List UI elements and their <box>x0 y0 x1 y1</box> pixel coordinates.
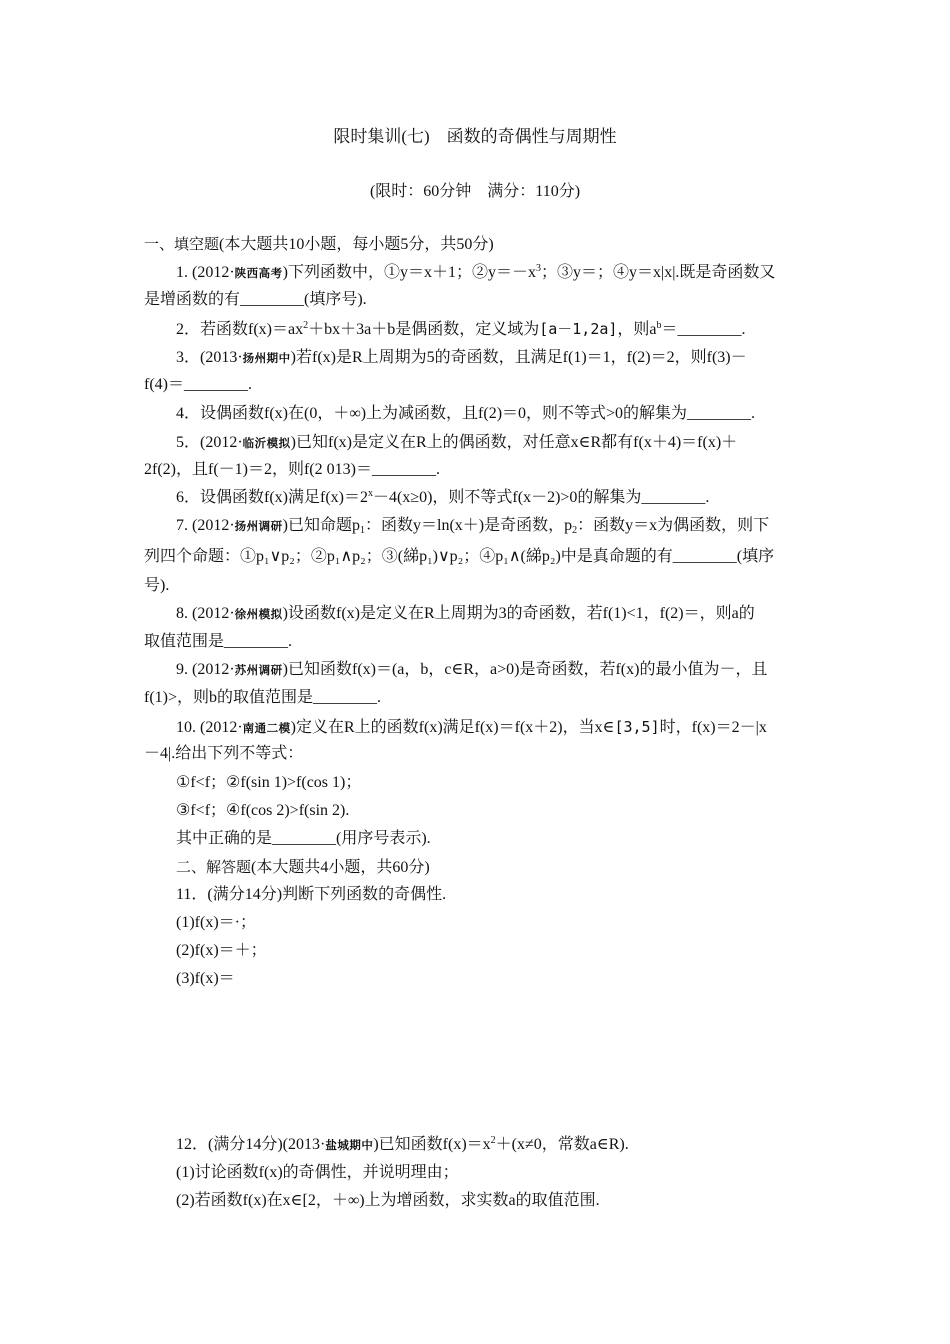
q7-source: 扬州调研 <box>234 519 283 533</box>
question-8-line-2: 取值范围是________. <box>144 633 293 650</box>
question-10-answer-line: 其中正确的是________(用序号表示). <box>176 830 431 847</box>
question-10-line-1 <box>176 716 767 739</box>
question-11-stem: 11．(满分14分)判断下列函数的奇偶性. <box>176 886 447 903</box>
q12-text-b: ＋(x≠0，常数a∈R). <box>495 1136 629 1153</box>
q9-text: )已知函数f(x)＝(a，b，c∈R，a>0)是奇函数，若f(x)的最小值为－，且 <box>282 661 768 678</box>
q12-prefix: 12．(满分14分)(2013· <box>176 1136 326 1153</box>
q10-prefix: 10. (2012· <box>176 719 243 736</box>
q1-prefix: 1. (2012· <box>176 264 235 281</box>
question-7-line-2: 列四个命题：①p₁∨p₂；②p₁∧p₂；③(綈p₁)∨p₂；④p₁∧(綈p₂)中是真命题的有________(填序 <box>144 548 775 565</box>
q12-text-a: )已知函数f(x)＝x <box>373 1136 491 1153</box>
q2-text-b: ＋bx＋3a＋b是偶函数，定义域为 <box>308 321 540 338</box>
question-10-options-2: ③f<f；④f(cos 2)>f(sin 2). <box>176 802 350 819</box>
q7-sub-2: 2 <box>572 525 578 536</box>
q3-prefix: 3．(2013· <box>176 349 243 366</box>
question-12-part-1: (1)讨论函数f(x)的奇偶性，并说明理由； <box>176 1164 459 1181</box>
question-1-line-1 <box>176 262 775 284</box>
section2-header: 二、解答题 <box>176 858 252 876</box>
q8-source: 徐州模拟 <box>234 607 283 621</box>
q9-source: 苏州调研 <box>234 663 283 677</box>
q2-text-c: ，则a <box>617 321 657 338</box>
question-12-stem <box>176 1134 629 1156</box>
q1-text-b: ；③y＝；④y＝x|x|.既是奇函数又 <box>541 264 776 281</box>
q6-text-b: －4(x≥0)，则不等式f(x－2)>0的解集为________. <box>372 489 710 506</box>
question-12-part-2: (2)若函数f(x)在x∈[2，＋∞)上为增函数，求实数a的取值范围. <box>176 1192 600 1209</box>
question-3-line-2: f(4)＝________. <box>144 376 252 393</box>
question-2 <box>176 318 746 341</box>
q10-text-b: 时，f(x)＝2－|x <box>659 719 767 736</box>
question-4: 4．设偶函数f(x)在(0，＋∞)上为减函数，且f(2)＝0，则不等式>0的解集为________. <box>176 405 756 422</box>
question-5-line-1 <box>176 432 737 454</box>
question-10-options-1: ①f<f；②f(sin 1)>f(cos 1)； <box>176 774 362 791</box>
q2-text-d: ＝________. <box>661 321 746 338</box>
q1-source: 陕西高考 <box>234 266 283 280</box>
section1-note: (本大题共10小题，每小题5分，共50分) <box>219 236 494 253</box>
question-9-line-1 <box>176 659 767 681</box>
section2-note: (本大题共4小题，共60分) <box>251 859 430 876</box>
q3-source: 扬州期中 <box>242 351 291 365</box>
page-title: 限时集训(七) 函数的奇偶性与周期性 <box>333 127 617 146</box>
page-subtitle: (限时：60分钟 满分：110分) <box>369 183 581 200</box>
q7-text-c: ：函数y＝x为偶函数，则下 <box>577 517 770 534</box>
question-6 <box>176 487 709 509</box>
section1-header: 一、填空题 <box>144 235 220 253</box>
q6-sup: x <box>367 488 373 499</box>
q5-text: )已知f(x)是定义在R上的偶函数，对任意x∈R都有f(x＋4)＝f(x)＋ <box>290 434 738 451</box>
section1-heading <box>144 233 494 256</box>
q9-prefix: 9. (2012· <box>176 661 235 678</box>
question-11-part-2: (2)f(x)＝＋； <box>176 942 267 959</box>
q2-text-a: 2．若函数f(x)＝ax <box>176 321 304 338</box>
q5-prefix: 5．(2012· <box>176 434 243 451</box>
question-7-line-3: 号). <box>144 577 170 594</box>
q12-sup: 2 <box>490 1135 496 1146</box>
q7-text-a: )已知命题p <box>282 517 360 534</box>
question-1-line-2: 是增函数的有________(填序号). <box>144 291 367 308</box>
q6-text-a: 6．设偶函数f(x)满足f(x)＝2 <box>176 489 368 506</box>
question-3-line-1 <box>176 347 747 369</box>
q10-text-a: )定义在R上的函数f(x)满足f(x)＝f(x＋2)，当x∈ <box>290 719 615 736</box>
question-7-line-1 <box>176 515 769 537</box>
q3-text: )若f(x)是R上周期为5的奇函数，且满足f(1)＝1，f(2)＝2，则f(3)－ <box>290 349 747 366</box>
question-11-part-3: (3)f(x)＝ <box>176 970 235 987</box>
q10-source: 南通二模 <box>242 721 291 735</box>
q2-sup-2: 2 <box>303 320 309 331</box>
q5-source: 临沂模拟 <box>242 436 291 450</box>
q1-text-a: )下列函数中，①y＝x＋1；②y＝－x <box>282 264 536 281</box>
q7-prefix: 7. (2012· <box>176 517 235 534</box>
q7-text-b: ：函数y＝ln(x＋)是奇函数，p <box>365 517 573 534</box>
question-8-line-1 <box>176 603 755 625</box>
question-10-line-2: －4|.给出下列不等式： <box>144 745 304 762</box>
q2-sup-b: b <box>656 320 662 331</box>
question-11-part-1: (1)f(x)＝·； <box>176 914 256 931</box>
question-5-line-2: 2f(2)，且f(－1)＝2，则f(2 013)＝________. <box>144 461 440 478</box>
section2-heading <box>176 856 430 879</box>
q8-text: )设函数f(x)是定义在R上周期为3的奇函数，若f(1)<1，f(2)＝，则a的 <box>282 605 755 622</box>
question-9-line-2: f(1)>，则b的取值范围是________. <box>144 689 382 706</box>
q10-interval: [3,5] <box>614 718 660 736</box>
q8-prefix: 8. (2012· <box>176 605 235 622</box>
q7-sub-1: 1 <box>360 525 365 536</box>
q1-sup: 3 <box>536 263 541 274</box>
q2-interval: [a－1,2a] <box>539 320 618 338</box>
q12-source: 盐城期中 <box>325 1138 374 1152</box>
